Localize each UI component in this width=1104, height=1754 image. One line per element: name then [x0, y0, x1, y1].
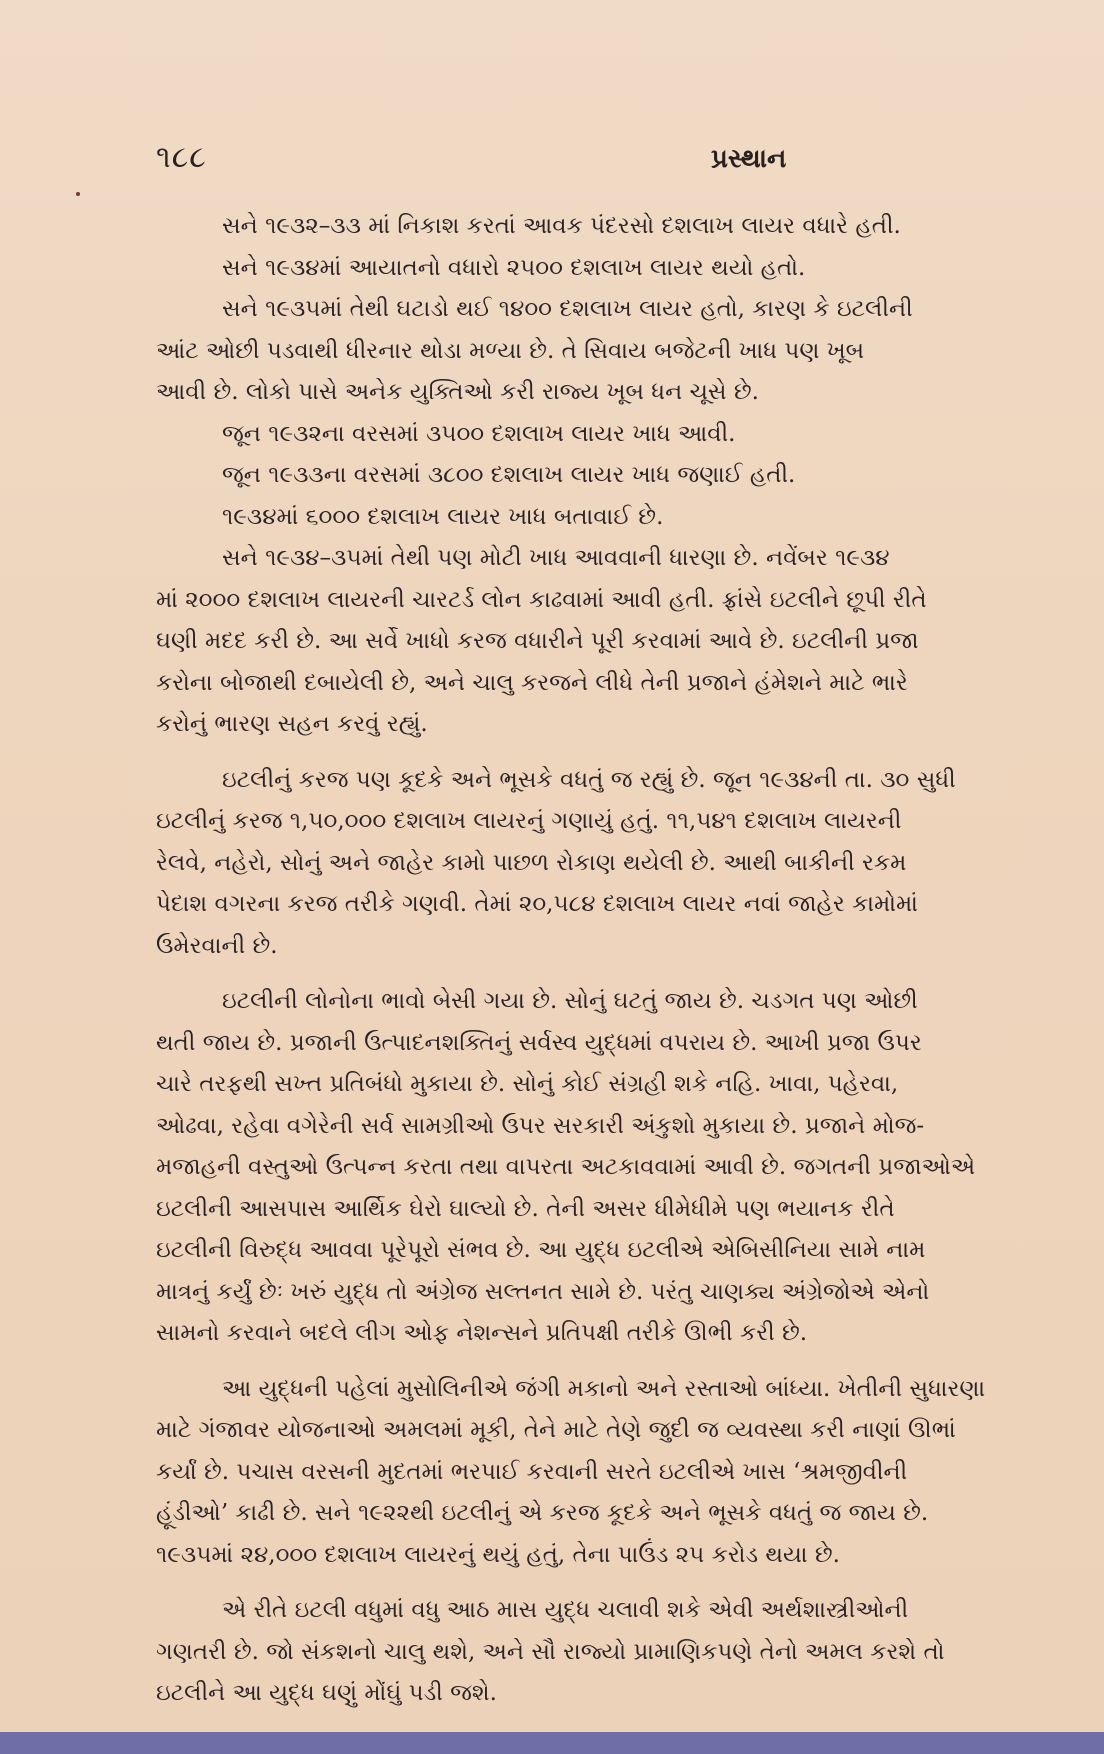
text-line: થતી જાય છે. પ્રજાની ઉત્પાદનશક્તિનું સર્વસ્વ યુદ્ધમાં વપરાય છે. આખી પ્રજા ઉપર — [156, 1029, 922, 1056]
text-line: માત્રનું કર્યું છેઃ ખરું યુદ્ધ તો અંગ્રેજ સલ્તનત સામે છે. પરંતુ ચાણક્ય અંગ્રેજોએ એનો — [156, 1278, 930, 1305]
paragraph-gap — [156, 1576, 1056, 1590]
text-line: રેલવે, નહેરો, સોનું અને જાહેર કામો પાછળ રોકાણ થયેલી છે. આથી બાકીની રકમ — [156, 849, 907, 876]
text-line: ગણતરી છે. જો સંકશનો ચાલુ થશે, અને સૌ રાજ્યો પ્રામાણિકપણે તેનો અમલ કરશે તો — [156, 1638, 945, 1665]
text-line: ઘણી મદદ કરી છે. આ સર્વે ખાધો કરજ વધારીને પૂરી કરવામાં આવે છે. ઇટલીની પ્રજા — [156, 628, 919, 654]
text-line: હૂંડીઓ’ કાઢી છે. સને ૧૯૨૨થી ઇટલીનું એ કરજ કૂદકે અને ભૂસકે વધતું જ જાય છે. — [156, 1500, 929, 1526]
paragraph-gap — [156, 746, 1056, 760]
text-line: કર્યાં છે. પચાસ વરસની મુદતમાં ભરપાઈ કરવાની સરતે ઇટલીએ ખાસ ‘શ્રમજીવીની — [156, 1458, 908, 1485]
text-line: સામનો કરવાને બદલે લીગ ઓફ નેશન્સને પ્રતિપક્ષી તરીકે ઊભી કરી છે. — [156, 1320, 808, 1346]
text-line: માં ૨૦૦૦ દશલાખ લાયરની ચારટર્ડ લોન કાઢવામાં આવી હતી. ફ્રાંસે ઇટલીને છૂપી રીતે — [156, 586, 927, 613]
text-line: આવી છે. લોકો પાસે અનેક યુક્તિઓ કરી રાજ્ય ખૂબ ધન ચૂસે છે. — [156, 379, 759, 405]
text-line: સને ૧૯૩૨–૩૩ માં નિકાશ કરતાં આવક પંદરસો દશલાખ લાયર વધારે હતી. — [222, 213, 901, 239]
text-line: ચારે તરફથી સખ્ત પ્રતિબંધો મુકાયા છે. સોનું કોઈ સંગ્રહી શકે નહિ. ખાવા, પહેરવા, — [156, 1071, 899, 1097]
text-line: ઉમેરવાની છે. — [156, 932, 278, 959]
text-line: જૂન ૧૯૩૨ના વરસમાં ૩૫૦૦ દશલાખ લાયર ખાધ આવી. — [222, 420, 736, 447]
paper-speck — [76, 192, 80, 196]
text-line: ઇટલીનું કરજ પણ કૂદકે અને ભૂસકે વધતું જ રહ્યું છે. જૂન ૧૯૩૪ની તા. ૩૦ સુધી — [222, 766, 956, 793]
paragraph-gap — [156, 1355, 1056, 1369]
text-line: ઇટલીની આસપાસ આર્થિક ઘેરો ઘાલ્યો છે. તેની અસર ધીમેધીમે પણ ભયાનક રીતે — [156, 1195, 895, 1222]
text-line: સને ૧૯૩૫માં તેથી ઘટાડો થઈ ૧૪૦૦ દશલાખ લાયર હતો, કારણ કે ઇટલીની — [222, 296, 913, 322]
text-line: ૧૯૩૪માં ૬૦૦૦ દશલાખ લાયર ખાધ બતાવાઈ છે. — [222, 503, 664, 530]
text-line: ઇટલીને આ યુદ્ધ ઘણું મોંઘું પડી જશે. — [156, 1680, 497, 1706]
text-line: ઇટલીની લોનોના ભાવો બેસી ગયા છે. સોનું ઘટતું જાય છે. ચડગત પણ ઓછી — [222, 988, 918, 1014]
text-line: જૂન ૧૯૩૩ના વરસમાં ૩૮૦૦ દશલાખ લાયર ખાધ જણાઈ હતી. — [222, 462, 796, 488]
running-title: પ્રસ્થાન — [711, 144, 787, 174]
text-line: કરોનું ભારણ સહન કરવું રહ્યું. — [156, 711, 428, 737]
text-line: ઇટલીની વિરુદ્ધ આવવા પૂરેપૂરો સંભવ છે. આ યુદ્ધ ઇટલીએ એબિસીનિયા સામે નામ — [156, 1237, 926, 1263]
text-line: આ યુદ્ધની પહેલાં મુસોલિનીએ જંગી મકાનો અને રસ્તાઓ બાંધ્યા. ખેતીની સુધારણા — [222, 1375, 986, 1402]
page-header — [156, 140, 1036, 184]
page-number: ૧૮૮ — [156, 140, 207, 175]
text-line: ૧૯૩૫માં ૨૪,૦૦૦ દશલાખ લાયરનું થયું હતું, તેના પાઉંડ ૨૫ કરોડ થયા છે. — [156, 1541, 840, 1568]
text-line: પેદાશ વગરના કરજ તરીકે ગણવી. તેમાં ૨૦,૫૮૪ દશલાખ લાયર નવાં જાહેર કામોમાં — [156, 891, 918, 917]
text-line: ઇટલીનું કરજ ૧,૫૦,૦૦૦ દશલાખ લાયરનું ગણાયું હતું. ૧૧,૫૪૧ દશલાખ લાયરની — [156, 808, 902, 834]
text-line: એ રીતે ઇટલી વધુમાં વધુ આઠ માસ યુદ્ધ ચલાવી શકે એવી અર્થશાસ્ત્રીઓની — [222, 1597, 909, 1623]
text-line: કરોના બોજાથી દબાયેલી છે, અને ચાલુ કરજને લીધે તેની પ્રજાને હંમેશને માટે ભારે — [156, 669, 908, 696]
text-line: સને ૧૯૩૪માં આયાતનો વધારો ૨૫૦૦ દશલાખ લાયર થયો હતો. — [222, 254, 806, 281]
page-body — [156, 206, 1056, 1715]
text-line: ઓઢવા, રહેવા વગેરેની સર્વ સામગ્રીઓ ઉપર સરકારી અંકુશો મુકાયા છે. પ્રજાને મોજ- — [156, 1112, 925, 1139]
scan-bottom-strip — [0, 1732, 1104, 1754]
text-line: મજાહની વસ્તુઓ ઉત્પન્ન કરતા તથા વાપરતા અટકાવવામાં આવી છે. જગતની પ્રજાઓએ — [156, 1154, 976, 1180]
text-line: સને ૧૯૩૪–૩૫માં તેથી પણ મોટી ખાધ આવવાની ધારણા છે. નવેંબર ૧૯૩૪ — [222, 545, 890, 571]
paragraph-gap — [156, 967, 1056, 981]
text-line: આંટ ઓછી પડવાથી ધીરનાર થોડા મળ્યા છે. તે સિવાય બજેટની ખાધ પણ ખૂબ — [156, 337, 865, 364]
text-line: માટે ગંજાવર યોજનાઓ અમલમાં મૂકી, તેને માટે તેણે જુદી જ વ્યવસ્થા કરી નાણાં ઊભાં — [156, 1417, 956, 1443]
